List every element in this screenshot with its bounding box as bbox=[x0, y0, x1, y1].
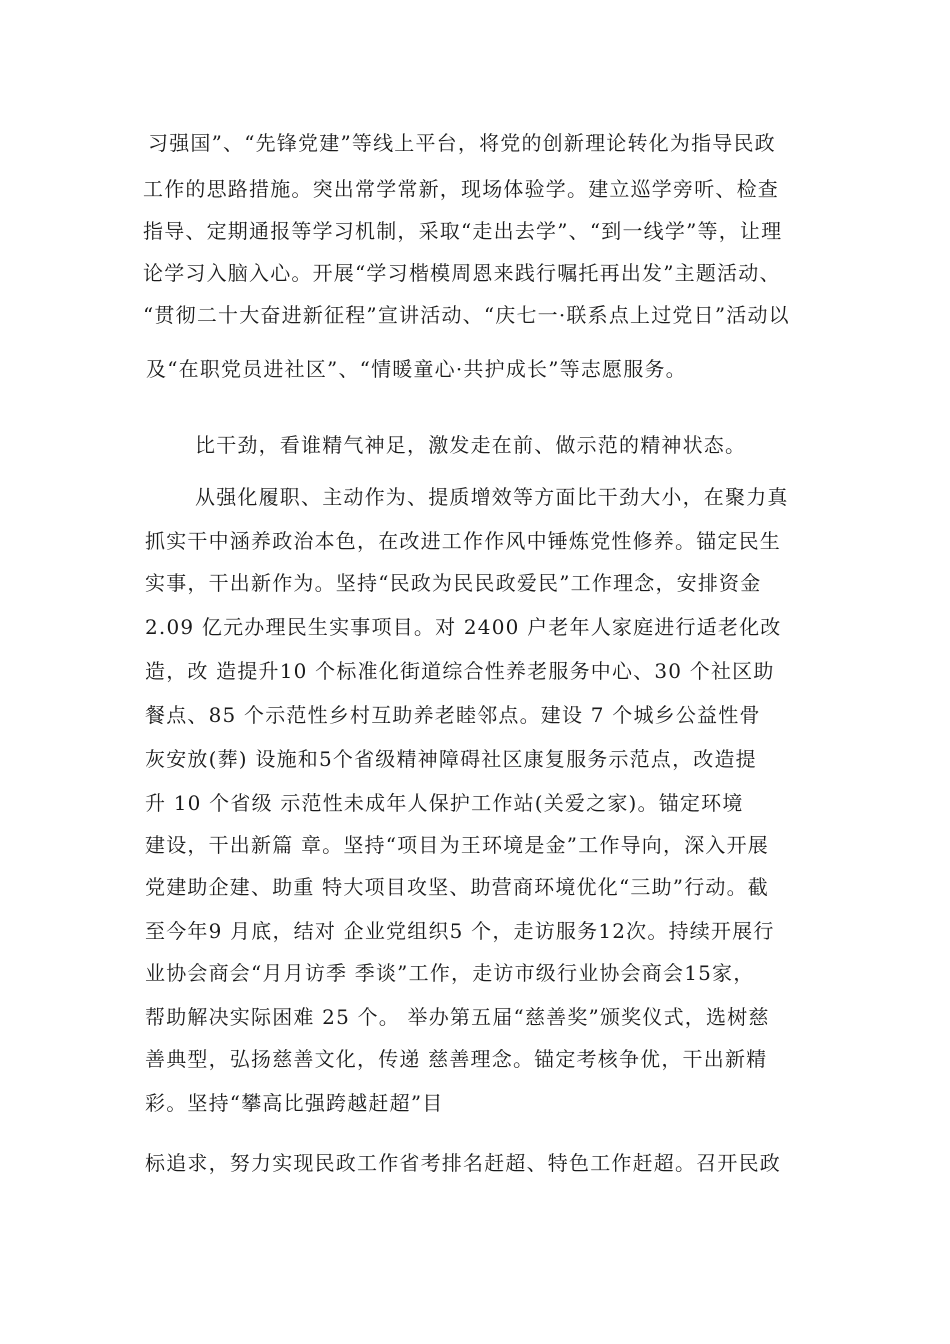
text-line: 建设，干出新篇 章。坚持“项目为王环境是金”工作导向，深入开展 bbox=[145, 833, 770, 857]
text-line: 论学习入脑入心。开展“学习楷模周恩来践行嘱托再出发”主题活动、 bbox=[143, 261, 781, 285]
text-line: 工作的思路措施。突出常学常新，现场体验学。建立巡学旁听、检查 bbox=[143, 177, 779, 201]
text-line: 造，改 造提升10 个标准化街道综合性养老服务中心、30 个社区助 bbox=[145, 659, 775, 683]
text-line: 至今年9 月底，结对 企业党组织5 个，走访服务12次。持续开展行 bbox=[145, 919, 775, 943]
text-line: 餐点、85 个示范性乡村互助养老睦邻点。建设 7 个城乡公益性骨 bbox=[145, 703, 761, 727]
text-line: 2.09 亿元办理民生实事项目。对 2400 户老年人家庭进行适老化改 bbox=[145, 615, 782, 639]
text-line: 党建助企建、助重 特大项目攻坚、助营商环境优化“三助”行动。截 bbox=[145, 875, 770, 899]
text-line: 帮助解决实际困难 25 个。 举办第五届“慈善奖”颁奖仪式，选树慈 bbox=[145, 1005, 770, 1029]
text-line: 彩。坚持“攀高比强跨越赶超”目 bbox=[145, 1091, 444, 1115]
text-line: 升 10 个省级 示范性未成年人保护工作站(关爱之家)。锚定环境 bbox=[145, 791, 744, 815]
text-line: 业协会商会“月月访季 季谈”工作，走访市级行业协会商会15家， bbox=[145, 961, 755, 985]
text-line: 善典型，弘扬慈善文化，传递 慈善理念。锚定考核争优，干出新精 bbox=[145, 1047, 768, 1071]
text-line: 标追求，努力实现民政工作省考排名赶超、特色工作赶超。召开民政 bbox=[145, 1151, 781, 1175]
text-line: 灰安放(葬) 设施和5个省级精神障碍社区康复服务示范点，改造提 bbox=[145, 747, 757, 771]
text-line: 从强化履职、主动作为、提质增效等方面比干劲大小，在聚力真 bbox=[195, 485, 789, 509]
text-line: 习强国”、“先锋党建”等线上平台，将党的创新理论转化为指导民政 bbox=[148, 131, 776, 155]
text-line: 指导、定期通报等学习机制，采取“走出去学”、“到一线学”等，让理 bbox=[143, 219, 783, 243]
section-heading: 比干劲，看谁精气神足，激发走在前、做示范的精神状态。 bbox=[195, 433, 747, 457]
text-line: 抓实干中涵养政治本色，在改进工作作风中锤炼党性修养。锚定民生 bbox=[145, 529, 781, 553]
text-line: “贯彻二十大奋进新征程”宣讲活动、“庆七一·联系点上过党日”活动以 bbox=[143, 303, 790, 327]
text-line: 及“在职党员进社区”、“情暖童心·共护成长”等志愿服务。 bbox=[146, 357, 687, 381]
text-line: 实事，干出新作为。坚持“民政为民民政爱民”工作理念，安排资金 bbox=[145, 571, 762, 595]
